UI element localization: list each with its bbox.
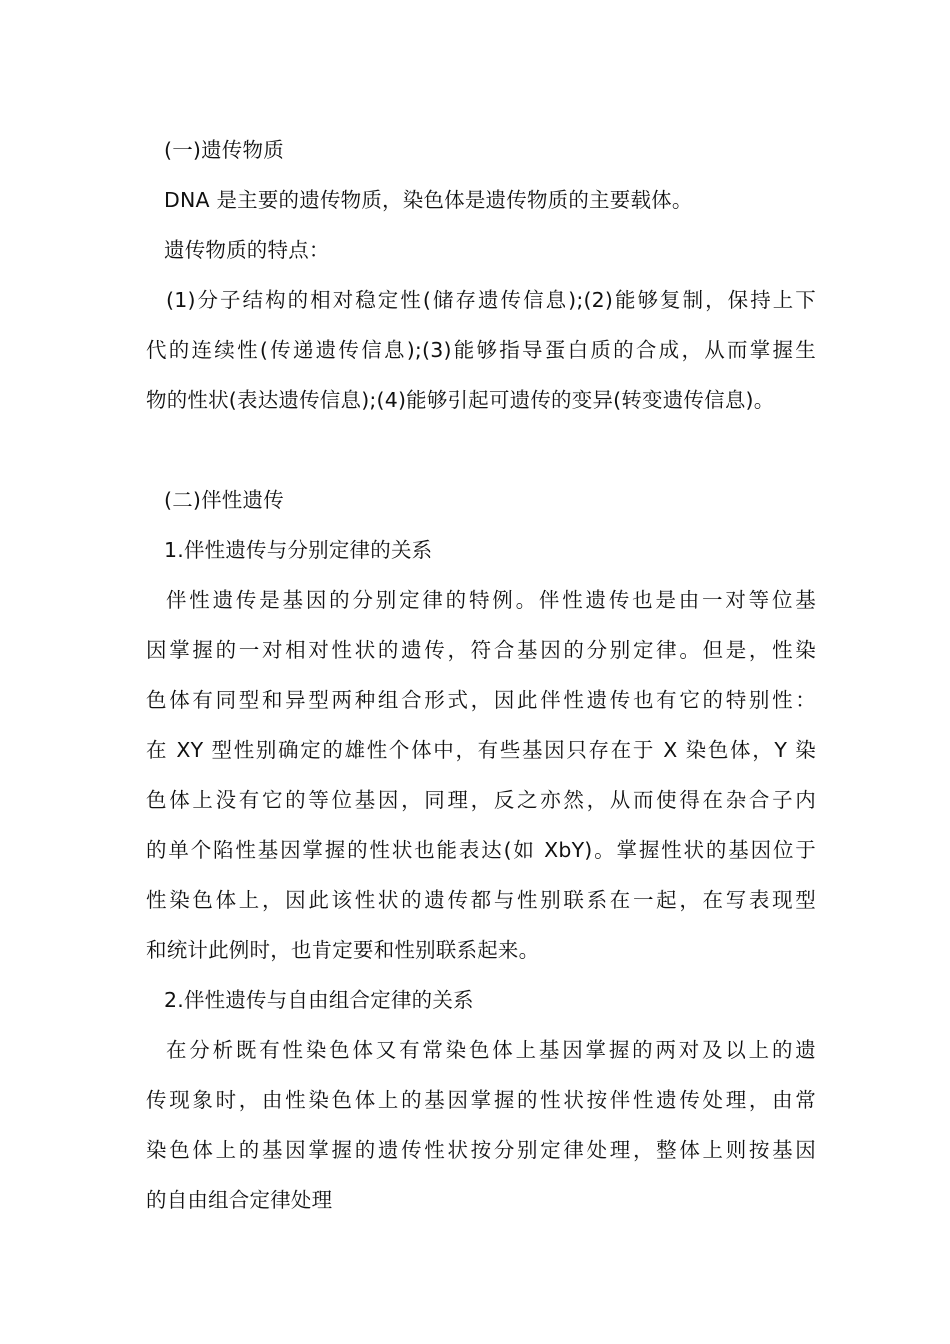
section1-heading: (一)遗传物质 (164, 138, 284, 162)
section1-features-line: 代的连续性(传递遗传信息);(3)能够指导蛋白质的合成，从而掌握生 (146, 338, 816, 362)
section2-heading: (二)伴性遗传 (164, 488, 284, 512)
section2-sub2-title: 2.伴性遗传与自由组合定律的关系 (164, 988, 474, 1012)
section2-sub2-line: 染色体上的基因掌握的遗传性状按分别定律处理，整体上则按基因 (146, 1138, 816, 1162)
section2-sub1-line: 和统计此例时，也肯定要和性别联系起来。 (146, 938, 540, 962)
section2-sub1-line: 因掌握的一对相对性状的遗传，符合基因的分别定律。但是，性染 (146, 638, 816, 662)
section2-sub1-line: 性染色体上，因此该性状的遗传都与性别联系在一起，在写表现型 (146, 888, 816, 912)
section1-features-line: 物的性状(表达遗传信息);(4)能够引起可遗传的变异(转变遗传信息)。 (146, 388, 775, 412)
section2-sub2-line: 的自由组合定律处理 (146, 1188, 333, 1212)
section2-sub1-line: 伴性遗传是基因的分别定律的特例。伴性遗传也是由一对等位基 (166, 588, 816, 612)
section1-statement: DNA 是主要的遗传物质，染色体是遗传物质的主要载体。 (164, 188, 693, 212)
section2-sub1-line: 在 XY 型性别确定的雄性个体中，有些基因只存在于 X 染色体，Y 染 (146, 738, 816, 762)
section2-sub1-line: 色体上没有它的等位基因，同理，反之亦然，从而使得在杂合子内 (146, 788, 816, 812)
section2-sub2-line: 传现象时，由性染色体上的基因掌握的性状按伴性遗传处理，由常 (146, 1088, 816, 1112)
section1-features-label: 遗传物质的特点： (164, 238, 330, 262)
section1-features-line: (1)分子结构的相对稳定性(储存遗传信息);(2)能够复制，保持上下 (166, 288, 816, 312)
section2-sub1-title: 1.伴性遗传与分别定律的关系 (164, 538, 433, 562)
section2-sub2-line: 在分析既有性染色体又有常染色体上基因掌握的两对及以上的遗 (166, 1038, 816, 1062)
section2-sub1-line: 的单个陷性基因掌握的性状也能表达(如 XbY)。掌握性状的基因位于 (146, 838, 816, 862)
section2-sub1-line: 色体有同型和异型两种组合形式，因此伴性遗传也有它的特别性： (146, 688, 816, 712)
